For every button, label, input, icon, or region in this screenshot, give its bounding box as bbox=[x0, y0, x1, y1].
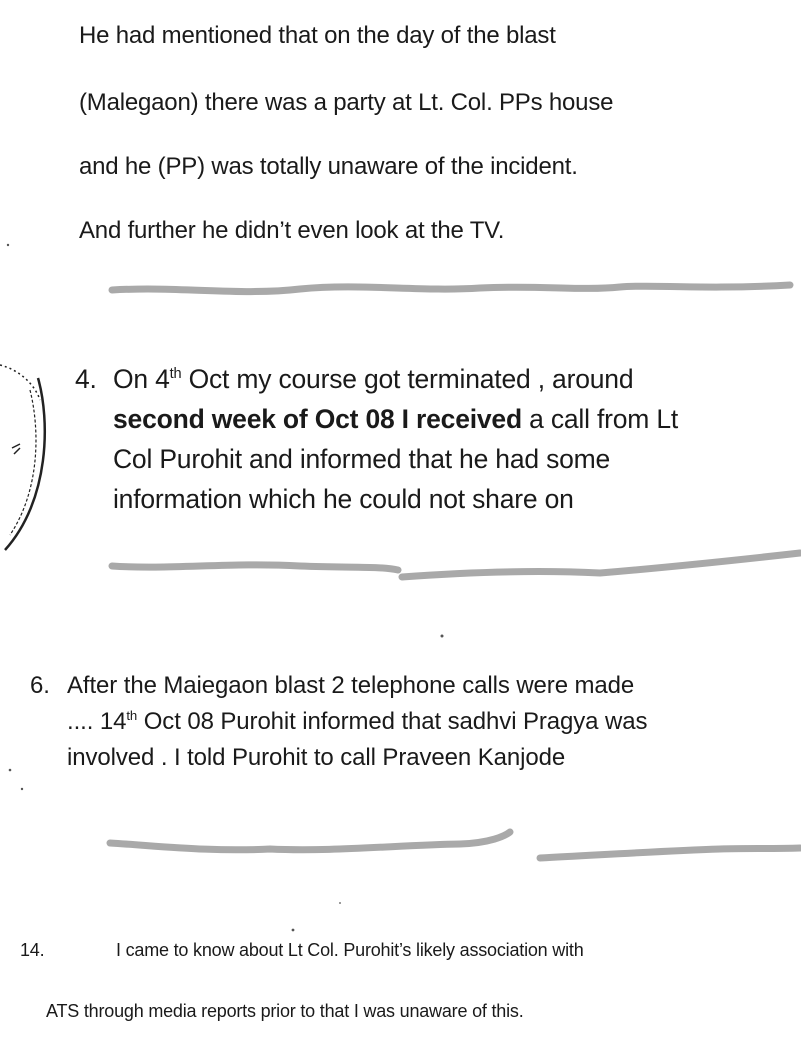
paragraph-6-number: 6. bbox=[30, 672, 50, 699]
text-segment: On 4 bbox=[113, 364, 170, 394]
paragraph-14-line-1: I came to know about Lt Col. Purohit’s likely association with bbox=[116, 940, 584, 960]
redaction-mark bbox=[112, 565, 398, 570]
bold-text-segment: second week of Oct 08 I received bbox=[113, 404, 522, 434]
redaction-mark bbox=[112, 285, 790, 292]
redaction-mark bbox=[110, 832, 510, 850]
paragraph-4-line-1 bbox=[113, 366, 633, 393]
paragraph-4-line-4: information which he could not share on bbox=[113, 484, 574, 514]
text-segment: a call from Lt bbox=[521, 404, 679, 434]
ordinal-suffix: th bbox=[126, 707, 138, 723]
paragraph-6-line-3: involved . I told Purohit to call Praveen Kanjode bbox=[67, 744, 566, 771]
text-segment: Oct my course got terminated , around bbox=[181, 364, 634, 394]
paragraph-1-line-4: And further he didn’t even look at the TV. bbox=[79, 217, 505, 244]
ordinal-suffix: th bbox=[169, 365, 182, 382]
paragraph-1-line-3: and he (PP) was totally unaware of the incident. bbox=[79, 153, 578, 180]
paragraph-1-line-1: He had mentioned that on the day of the blast bbox=[79, 22, 556, 49]
paragraph-14-line-2: ATS through media reports prior to that I was unaware of this. bbox=[46, 1001, 524, 1021]
redaction-mark bbox=[540, 848, 800, 858]
scan-specks bbox=[7, 244, 444, 932]
redaction-mark bbox=[402, 553, 800, 577]
paragraph-14-number: 14. bbox=[20, 940, 45, 960]
paragraph-4-line-2 bbox=[113, 406, 678, 433]
paragraph-4-number: 4. bbox=[75, 364, 97, 394]
paragraph-6-line-2 bbox=[67, 707, 648, 735]
paragraph-6-line-1: After the Maiegaon blast 2 telephone calls were made bbox=[67, 672, 635, 699]
text-segment: .... 14 bbox=[67, 708, 127, 735]
text-segment: Oct 08 Purohit informed that sadhvi Pragya was bbox=[137, 708, 648, 735]
paragraph-1-line-2: (Malegaon) there was a party at Lt. Col. PPs house bbox=[79, 89, 614, 116]
seal-stamp-icon bbox=[0, 365, 45, 550]
paragraph-4-line-3: Col Purohit and informed that he had some bbox=[113, 444, 611, 474]
